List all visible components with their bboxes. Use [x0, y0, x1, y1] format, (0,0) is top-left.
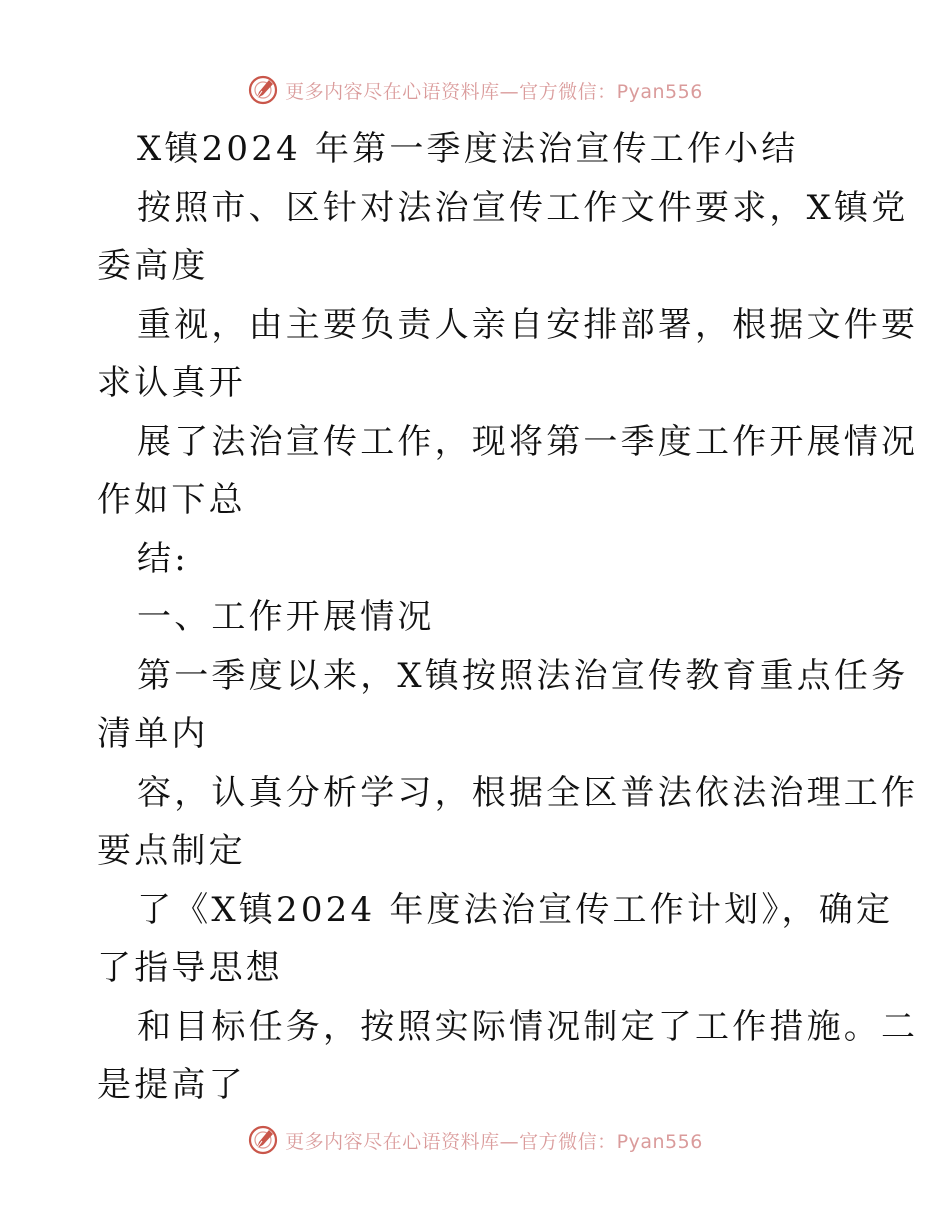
text-line: 求认真开: [97, 363, 246, 403]
watermark-group: [247, 1124, 703, 1156]
footer-watermark: [0, 1120, 950, 1160]
text-line: 一、工作开展情况: [137, 597, 435, 637]
text-line: 委高度: [97, 246, 209, 286]
document-body: [97, 120, 919, 1115]
text-line: 展了法治宣传工作，现将第一季度工作开展情况: [137, 421, 919, 462]
pen-nib-icon: [247, 74, 279, 106]
watermark-text: 更多内容尽在心语资料库—官方微信：Pyan556: [285, 1130, 703, 1153]
text-line: 了《X镇2024 年度法治宣传工作计划》，确定: [137, 889, 894, 930]
text-line: 是提高了: [97, 1065, 246, 1105]
text-line: 按照市、区针对法治宣传工作文件要求，X镇党: [137, 187, 909, 228]
text-line: 第一季度以来，X镇按照法治宣传教育重点任务: [137, 655, 909, 696]
text-line: X镇2024 年第一季度法治宣传工作小结: [137, 129, 799, 169]
header-watermark: [0, 70, 950, 110]
text-line: 作如下总: [97, 480, 246, 520]
text-line: 容，认真分析学习，根据全区普法依法治理工作: [137, 772, 919, 813]
text-line: 要点制定: [97, 831, 246, 871]
text-line: 了指导思想: [97, 948, 283, 988]
text-line: 和目标任务，按照实际情况制定了工作措施。二: [137, 1006, 919, 1047]
watermark-group: [247, 74, 703, 106]
text-line: 重视，由主要负责人亲自安排部署，根据文件要: [137, 304, 919, 345]
text-line: 结:: [137, 538, 189, 579]
text-line: 清单内: [97, 714, 209, 754]
pen-nib-icon: [247, 1124, 279, 1156]
watermark-text: 更多内容尽在心语资料库—官方微信：Pyan556: [285, 80, 703, 103]
